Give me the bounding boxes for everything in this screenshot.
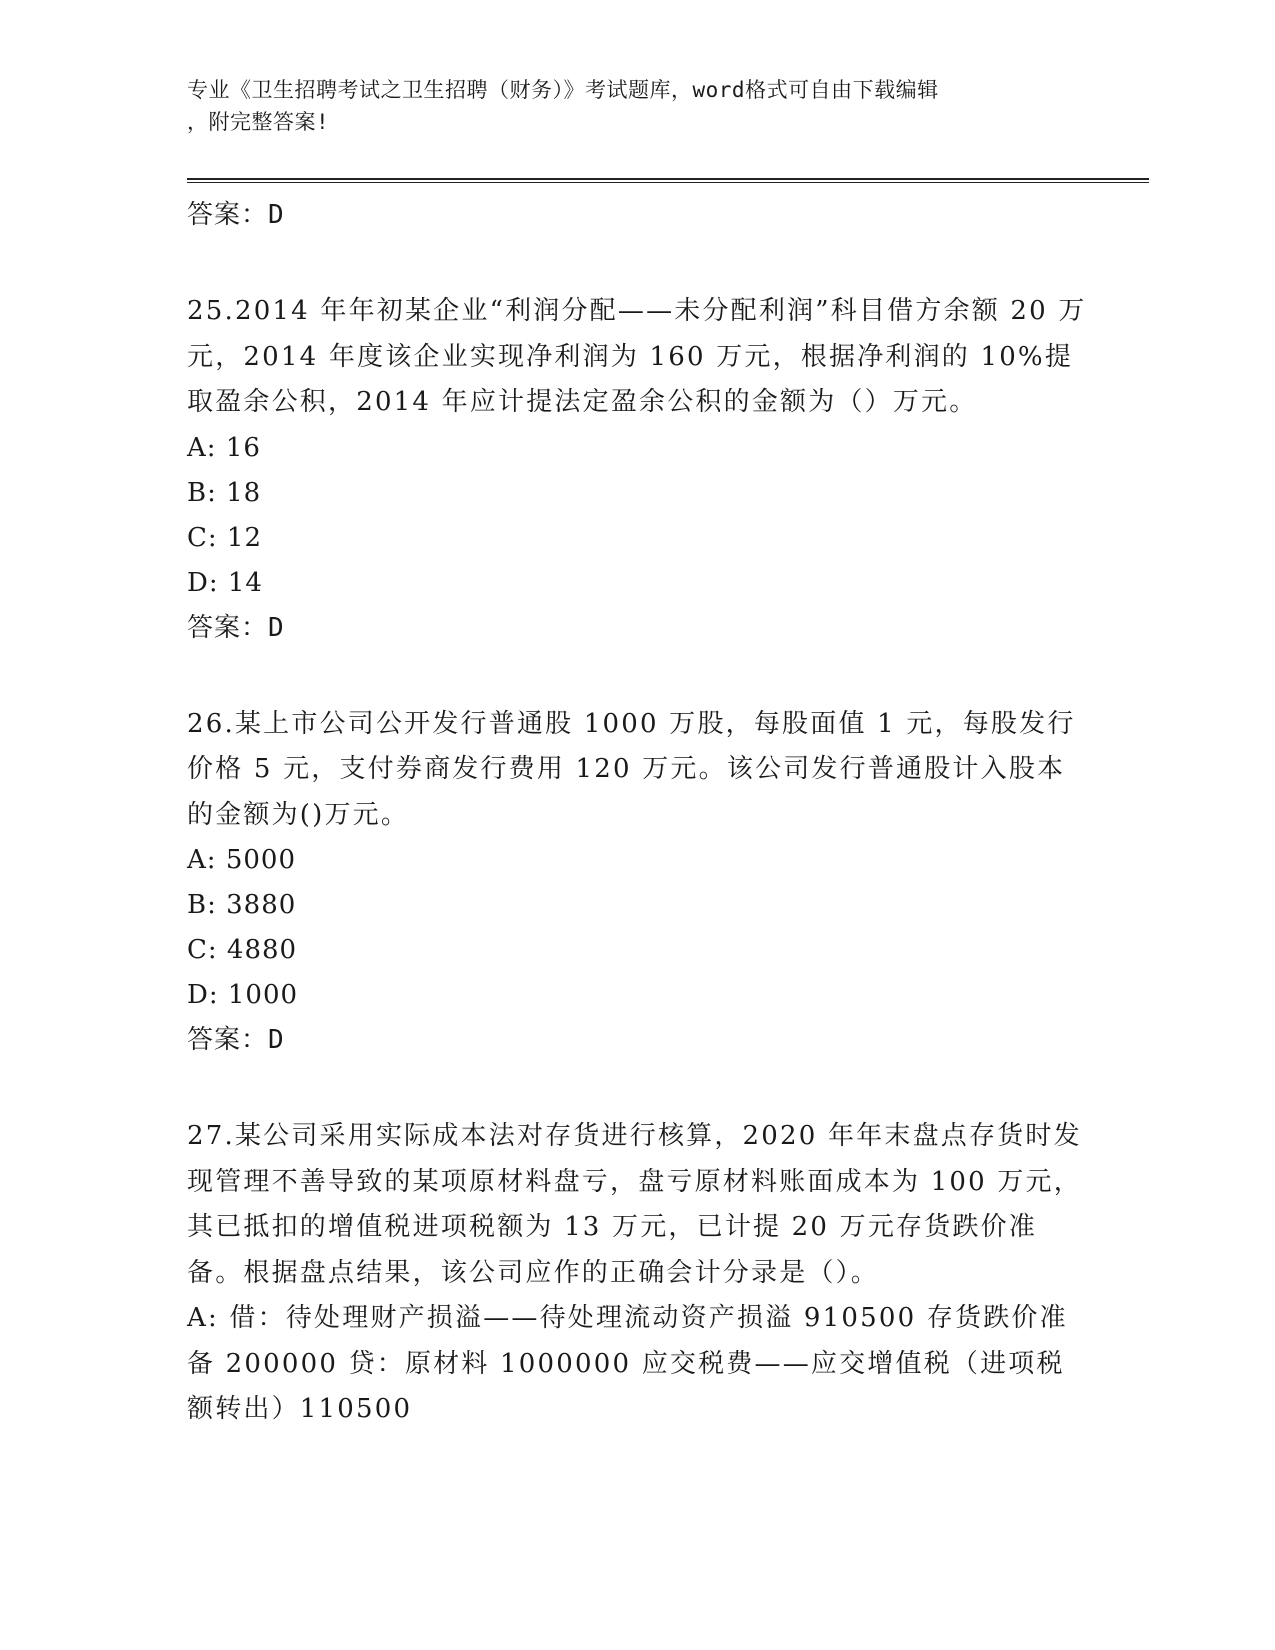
header-line-1: 专业《卫生招聘考试之卫生招聘（财务）》考试题库，word格式可自由下载编辑 (187, 78, 939, 102)
option-c: C: 12 (187, 522, 263, 553)
question-27 (187, 1114, 1087, 1433)
option-d: D: 1000 (187, 980, 299, 1010)
option-b: B: 18 (187, 477, 262, 508)
option-a: A: 借：待处理财产损溢——待处理流动资产损溢 910500 存货跌价准备 200000 贷：原材料 1000000 应交税费——应交增值税（进项税额转出）110500 (187, 1303, 1068, 1424)
option-c: C: 4880 (187, 935, 298, 965)
header-line-2: ，附完整答案! (187, 110, 330, 134)
question-text: 26.某上市公司公开发行普通股 1000 万股，每股面值 1 元，每股发行价格 5 元，支付券商发行费用 120 万元。该公司发行普通股计入股本的金额为()万元。 (187, 708, 1076, 830)
question-text: 27.某公司采用实际成本法对存货进行核算，2020 年年末盘点存货时发现管理不善导致的某项原材料盘亏，盘亏原材料账面成本为 100 万元，其已抵扣的增值税进项税额为 13 万元，已计提 20 万元存货跌价准备。根据盘点结果，该公司应作的正确会计分录是（）。 (187, 1121, 1082, 1288)
question-25 (187, 289, 1087, 650)
document-body (187, 193, 1087, 1433)
header-divider (187, 178, 1149, 183)
option-a: A: 5000 (187, 845, 296, 875)
document-header (187, 74, 1087, 138)
question-26 (187, 702, 1087, 1063)
question-text: 25.2014 年年初某企业“利润分配——未分配利润”科目借方余额 20 万元，2014 年度该企业实现净利润为 160 万元，根据净利润的 10%提取盈余公积，2014 年应计提法定盈余公积的金额为（）万元。 (187, 296, 1087, 417)
option-a: A: 16 (187, 432, 261, 463)
answer-line: 答案：D (187, 1025, 285, 1055)
option-d: D: 14 (187, 567, 263, 598)
option-b: B: 3880 (187, 890, 297, 920)
answer-line: 答案：D (187, 612, 285, 643)
answer-line: 答案：D (187, 200, 285, 230)
